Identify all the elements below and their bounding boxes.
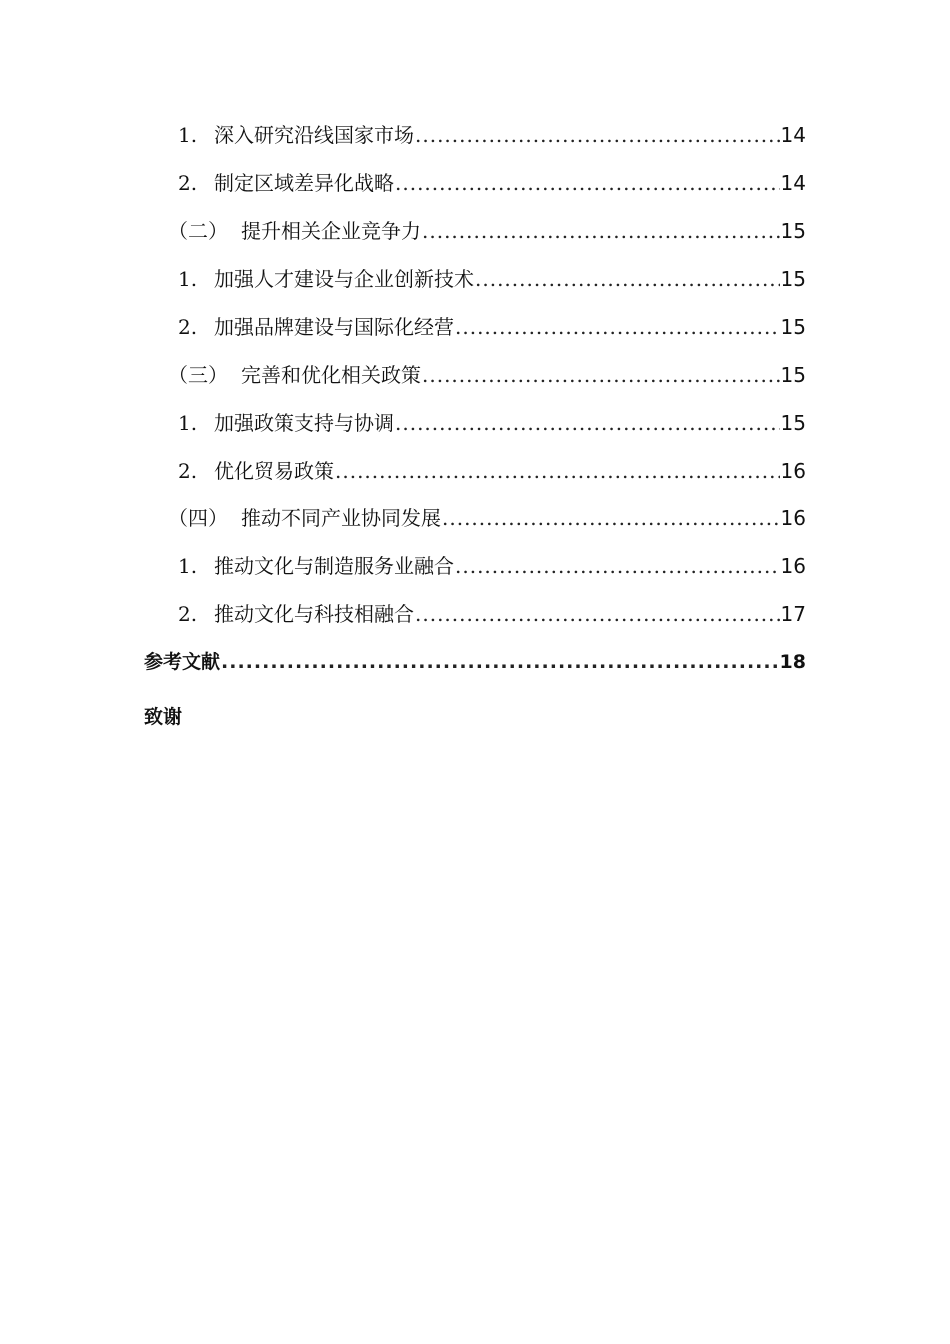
toc-entry-page-number: 15 (780, 315, 806, 339)
toc-dot-leader (422, 360, 780, 390)
toc-entry[interactable] (178, 551, 806, 581)
toc-entry-page-number: 16 (780, 506, 806, 530)
toc-entry[interactable] (178, 312, 806, 342)
toc-entry-title: 加强人才建设与企业创新技术 (214, 267, 474, 291)
toc-dot-leader (475, 264, 780, 294)
toc-entry-number: 2. (178, 171, 198, 195)
toc-entry-title: 提升相关企业竞争力 (241, 219, 421, 243)
toc-entry-number: 1. (178, 123, 198, 147)
toc-dot-leader (335, 456, 780, 486)
toc-entry-number: （二） (168, 219, 228, 243)
toc-entry-page-number: 14 (780, 123, 806, 147)
toc-entry-page-number: 16 (780, 554, 806, 578)
toc-entry-number: 2. (178, 315, 198, 339)
toc-entry-references[interactable] (144, 647, 806, 677)
toc-entry-title: 完善和优化相关政策 (241, 363, 421, 387)
toc-entry-title: 制定区域差异化战略 (214, 171, 394, 195)
toc-entry-title: 参考文献 (144, 651, 221, 673)
toc-entry[interactable] (178, 264, 806, 294)
toc-entry[interactable] (178, 408, 806, 438)
toc-entry[interactable] (178, 456, 806, 486)
toc-entry-title: 推动不同产业协同发展 (241, 506, 441, 530)
toc-entry[interactable] (168, 503, 806, 533)
toc-entry-page-number: 15 (780, 363, 806, 387)
toc-entry-page-number: 15 (780, 411, 806, 435)
toc-dot-leader (455, 551, 780, 581)
toc-entry[interactable] (178, 120, 806, 150)
toc-dot-leader (415, 120, 780, 150)
toc-entry-page-number: 15 (780, 219, 806, 243)
toc-entry-acknowledgements[interactable] (144, 702, 806, 732)
toc-entry-number: 2. (178, 602, 198, 626)
toc-dot-leader (221, 647, 779, 677)
toc-entry[interactable] (178, 599, 806, 629)
toc-entry-page-number: 15 (780, 267, 806, 291)
toc-entry-title: 优化贸易政策 (214, 459, 334, 483)
toc-entry-title: 致谢 (144, 706, 183, 728)
toc-entry-page-number: 17 (780, 602, 806, 626)
toc-entry-page-number: 14 (780, 171, 806, 195)
toc-dot-leader (442, 503, 780, 533)
toc-entry-number: 1. (178, 411, 198, 435)
toc-entry[interactable] (178, 168, 806, 198)
toc-entry-title: 推动文化与科技相融合 (214, 602, 414, 626)
toc-entry-page-number: 16 (780, 459, 806, 483)
toc-dot-leader (395, 408, 780, 438)
toc-entry[interactable] (168, 360, 806, 390)
toc-entry-page-number: 18 (779, 651, 806, 673)
toc-entry-title: 加强品牌建设与国际化经营 (214, 315, 454, 339)
toc-entry-number: 2. (178, 459, 198, 483)
toc-entry-title: 深入研究沿线国家市场 (214, 123, 414, 147)
toc-entry-number: 1. (178, 267, 198, 291)
toc-dot-leader (415, 599, 780, 629)
toc-dot-leader (422, 216, 780, 246)
toc-entry-title: 加强政策支持与协调 (214, 411, 394, 435)
toc-entry-title: 推动文化与制造服务业融合 (214, 554, 454, 578)
toc-entry[interactable] (168, 216, 806, 246)
toc-dot-leader (395, 168, 780, 198)
toc-entry-number: 1. (178, 554, 198, 578)
toc-entry-number: （四） (168, 506, 228, 530)
toc-entry-number: （三） (168, 363, 228, 387)
toc-dot-leader (455, 312, 780, 342)
